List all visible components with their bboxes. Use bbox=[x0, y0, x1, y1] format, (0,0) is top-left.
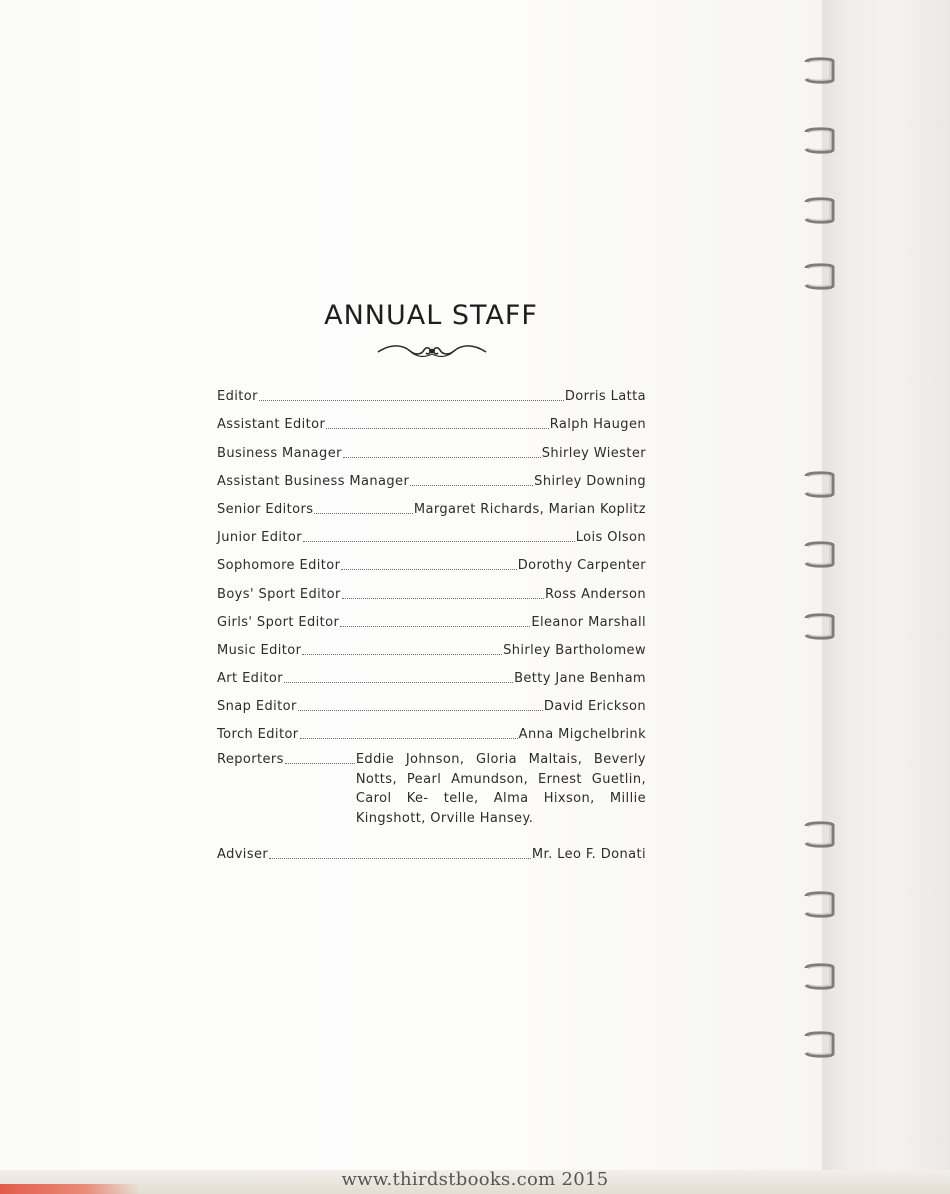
staff-name: Eleanor Marshall bbox=[531, 614, 646, 630]
leader-dots bbox=[303, 540, 575, 542]
staff-list bbox=[217, 376, 646, 862]
leader-dots bbox=[341, 568, 516, 570]
staff-name: Anna Migchelbrink bbox=[518, 727, 646, 743]
binding-ring-icon bbox=[802, 820, 838, 848]
leader-dots bbox=[269, 857, 531, 859]
binding-ring-icon bbox=[802, 470, 838, 498]
reporters-label: Reporters bbox=[217, 752, 284, 768]
staff-entry bbox=[217, 517, 646, 545]
leader-dots bbox=[314, 512, 412, 514]
leader-dots bbox=[298, 709, 543, 711]
staff-role: Torch Editor bbox=[217, 727, 299, 743]
staff-role: Snap Editor bbox=[217, 699, 297, 715]
staff-role: Editor bbox=[217, 389, 258, 405]
leader-dots bbox=[285, 750, 355, 764]
flourish-divider-icon bbox=[376, 342, 488, 360]
staff-entry bbox=[217, 686, 646, 714]
leader-dots bbox=[300, 737, 518, 739]
staff-name: Ralph Haugen bbox=[549, 417, 646, 433]
adviser-entry bbox=[217, 833, 646, 861]
staff-role: Business Manager bbox=[217, 445, 342, 461]
binding-ring-icon bbox=[802, 262, 838, 290]
staff-entry bbox=[217, 630, 646, 658]
leader-dots bbox=[340, 625, 530, 627]
binding-ring-icon bbox=[802, 1030, 838, 1058]
staff-entry bbox=[217, 714, 646, 742]
binding-ring-icon bbox=[802, 126, 838, 154]
binding-ring-icon bbox=[802, 540, 838, 568]
staff-rows bbox=[217, 376, 646, 742]
reporters-entry bbox=[217, 750, 646, 828]
staff-entry bbox=[217, 545, 646, 573]
staff-entry bbox=[217, 461, 646, 489]
staff-entry bbox=[217, 404, 646, 432]
page-edge-shadow bbox=[822, 0, 950, 1194]
binding-ring-icon bbox=[802, 612, 838, 640]
leader-dots bbox=[302, 653, 502, 655]
staff-role: Senior Editors bbox=[217, 501, 314, 517]
staff-entry bbox=[217, 489, 646, 517]
staff-role: Art Editor bbox=[217, 671, 283, 687]
staff-name: Dorris Latta bbox=[564, 389, 646, 405]
staff-role: Junior Editor bbox=[217, 530, 303, 546]
staff-name: Shirley Downing bbox=[534, 473, 646, 489]
binding-ring-icon bbox=[802, 56, 838, 84]
staff-entry bbox=[217, 573, 646, 601]
binding-ring-icon bbox=[802, 196, 838, 224]
leader-dots bbox=[343, 456, 541, 458]
leader-dots bbox=[284, 681, 513, 683]
leader-dots bbox=[342, 597, 544, 599]
staff-role: Assistant Editor bbox=[217, 417, 326, 433]
staff-role: Girls' Sport Editor bbox=[217, 614, 340, 630]
binding-ring-icon bbox=[802, 890, 838, 918]
reporters-names: Eddie Johnson, Gloria Maltais, Beverly Notts, Pearl Amundson, Ernest Guetlin, Carol Ke- telle, Alma Hixson, Millie Kingshott, Orville Hansey. bbox=[355, 752, 646, 826]
leader-dots bbox=[259, 399, 564, 401]
staff-role: Assistant Business Manager bbox=[217, 473, 410, 489]
staff-name: David Erickson bbox=[543, 699, 646, 715]
leader-dots bbox=[326, 427, 549, 429]
watermark: www.thirdstbooks.com 2015 bbox=[341, 1169, 609, 1190]
staff-name: Shirley Wiester bbox=[541, 445, 646, 461]
staff-role: Sophomore Editor bbox=[217, 558, 341, 574]
staff-role: Music Editor bbox=[217, 642, 302, 658]
staff-entry bbox=[217, 658, 646, 686]
staff-name: Margaret Richards, Marian Koplitz bbox=[413, 501, 646, 517]
staff-name: Shirley Bartholomew bbox=[503, 642, 646, 658]
staff-entry bbox=[217, 602, 646, 630]
adviser-label: Adviser bbox=[217, 846, 269, 862]
binding-ring-icon bbox=[802, 962, 838, 990]
staff-entry bbox=[217, 376, 646, 404]
leader-dots bbox=[410, 484, 533, 486]
staff-role: Boys' Sport Editor bbox=[217, 586, 341, 602]
staff-entry bbox=[217, 432, 646, 460]
staff-name: Ross Anderson bbox=[545, 586, 646, 602]
adviser-name: Mr. Leo F. Donati bbox=[531, 846, 646, 862]
staff-name: Betty Jane Benham bbox=[514, 671, 646, 687]
staff-name: Dorothy Carpenter bbox=[517, 558, 646, 574]
staff-name: Lois Olson bbox=[575, 530, 646, 546]
page-title: ANNUAL STAFF bbox=[324, 300, 538, 331]
